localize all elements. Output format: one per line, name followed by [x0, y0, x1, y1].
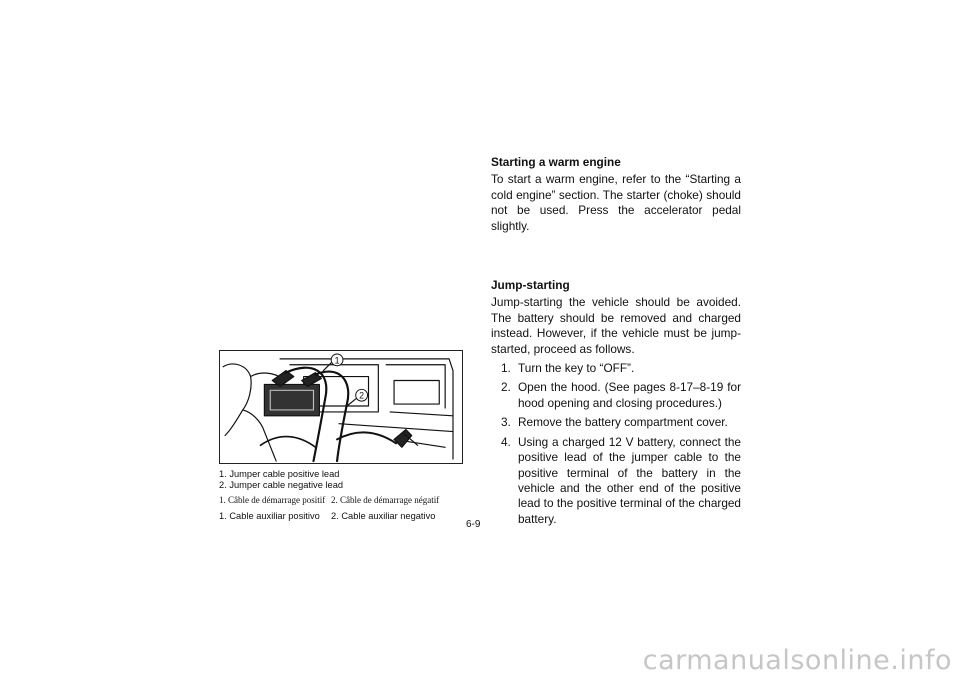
caption-es-row — [219, 511, 469, 522]
jump-start-steps — [491, 361, 741, 527]
callout-1-label: 1 — [334, 355, 340, 366]
step-number: 2. — [501, 380, 511, 395]
step-item — [491, 415, 741, 430]
section-warm-engine — [491, 155, 741, 234]
step-item — [491, 361, 741, 376]
caption-en-2: 2. Jumper cable negative lead — [219, 479, 344, 490]
step-text: Open the hood. (See pages 8-17–8-19 for hood opening and closing procedures.) — [518, 380, 741, 410]
callout-2-label: 2 — [359, 390, 365, 401]
caption-es-1: 1. Cable auxiliar positivo — [219, 510, 320, 521]
step-number: 1. — [501, 361, 511, 376]
figure-captions — [219, 469, 469, 521]
caption-es-2: 2. Cable auxiliar negativo — [331, 510, 436, 521]
illustration-svg — [220, 351, 462, 463]
right-column — [491, 155, 741, 527]
step-item — [491, 435, 741, 527]
step-number: 3. — [501, 415, 511, 430]
page-number: 6-9 — [466, 519, 481, 530]
caption-en-1: 1. Jumper cable positive lead — [219, 469, 340, 479]
watermark: carmanualsonline.info — [642, 645, 952, 676]
jumper-cable-illustration — [219, 350, 463, 464]
section-jump-starting — [491, 278, 741, 527]
step-number: 4. — [501, 434, 511, 449]
step-item — [491, 380, 741, 411]
section-heading-jump-starting: Jump-starting — [491, 278, 570, 293]
caption-fr-1: 1. Câble de démarrage positif — [219, 495, 326, 506]
caption-fr-2: 2. Câble de démarrage négatif — [331, 495, 440, 506]
step-text: Using a charged 12 V battery, connect the positive lead of the jumper cable to the positive terminal of the battery in the vehicle and the other end of the positive lead to the positive terminal of the charged battery. — [518, 434, 741, 526]
section-heading-warm-engine: Starting a warm engine — [491, 155, 621, 169]
step-text: Remove the battery compartment cover. — [518, 415, 728, 430]
caption-fr-row — [219, 495, 469, 506]
section-body-warm-engine: To start a warm engine, refer to the “Starting a cold engine” section. The starter (choke) should not be used. Press the accelerator pedal slightly. — [491, 172, 741, 233]
step-text: Turn the key to “OFF”. — [518, 361, 635, 376]
section-body-jump-starting: Jump-starting the vehicle should be avoided. The battery should be removed and charged instead. However, if the vehicle must be jump-started, proceed as follows. — [491, 295, 741, 356]
